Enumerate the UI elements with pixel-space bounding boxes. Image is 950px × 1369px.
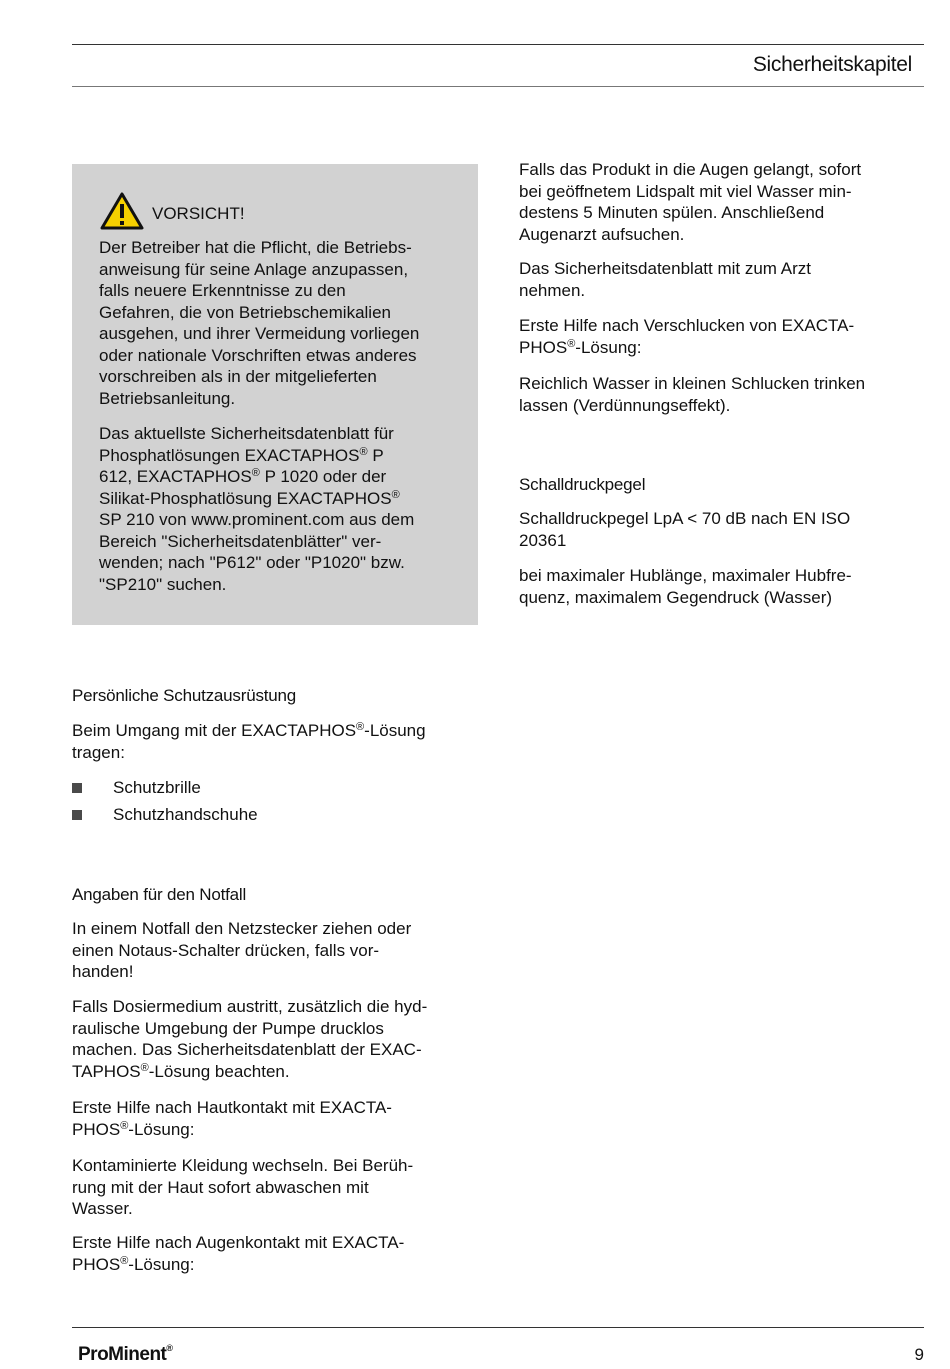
ppe-item-label: Schutzbrille xyxy=(113,778,201,797)
ppe-intro xyxy=(72,720,482,763)
registered-mark: ® xyxy=(391,488,400,501)
emergency-p5-part-a: Erste Hilfe nach Augenkontakt mit EXACTA- PHOS xyxy=(72,1233,405,1274)
emergency-p3-part-b: -Lösung: xyxy=(128,1119,195,1139)
emergency-p5-part-b: -Lösung: xyxy=(128,1254,195,1274)
sound-pressure-conditions: bei maximaler Hublänge, maximaler Hubfre- quenz, maximalem Gegendruck (Wasser) xyxy=(519,566,852,607)
registered-mark: ® xyxy=(567,337,576,350)
swallowing-first-aid xyxy=(519,315,924,358)
caution-box xyxy=(72,164,478,625)
emergency-p2-part-b: -Lösung beachten. xyxy=(148,1061,290,1081)
eye-contact-instructions: Falls das Produkt in die Augen gelangt, sofort bei geöffnetem Lidspalt mit viel Wasser min- destens 5 Minuten spülen. Anschließend Augenarzt aufsuchen. xyxy=(519,160,862,244)
emergency-paragraph-1: In einem Notfall den Netzstecker ziehen oder einen Notaus-Schalter drücken, falls vor- handen! xyxy=(72,919,412,981)
caution-paragraph-1: Der Betreiber hat die Pflicht, die Betriebs- anweisung für seine Anlage anzupassen, falls neuere Erkenntnisse zu den Gefahren, die von Betriebschemikalien ausgehen, und ihrer Vermeidung vorliegen oder nationale Vorschriften etwas anderes vorschreiben als in der mitgelieferten Betriebsanleitung. xyxy=(99,238,420,408)
logo-registered-mark: ® xyxy=(166,1343,173,1353)
ppe-list-item xyxy=(72,805,258,825)
ppe-heading: Persönliche Schutzausrüstung xyxy=(72,686,297,705)
emergency-p2-part-a: Falls Dosiermedium austritt, zusätzlich die hyd- raulische Umgebung der Pumpe drucklos machen. Das Sicherheitsdatenblatt der EXAC- TAPHOS xyxy=(72,997,428,1081)
emergency-paragraph-2 xyxy=(72,996,482,1082)
registered-mark: ® xyxy=(140,1061,149,1074)
datasheet-to-doctor: Das Sicherheitsdatenblatt mit zum Arzt nehmen. xyxy=(519,259,811,300)
bullet-square-icon xyxy=(72,810,82,820)
caution-paragraph-2 xyxy=(99,423,471,595)
ppe-intro-part-b: -Lösung tragen: xyxy=(72,721,426,762)
registered-mark: ® xyxy=(359,445,368,458)
swallowing-part-a: Erste Hilfe nach Verschlucken von EXACTA- PHOS xyxy=(519,316,855,357)
caution-header xyxy=(100,192,245,230)
swallowing-part-b: -Lösung: xyxy=(575,337,642,357)
page-number: 9 xyxy=(914,1345,924,1364)
prominent-logo xyxy=(78,1343,173,1366)
header-bottom-rule xyxy=(72,86,924,87)
header-top-rule xyxy=(72,44,924,45)
emergency-heading: Angaben für den Notfall xyxy=(72,885,247,904)
sound-pressure-value: Schalldruckpegel LpA < 70 dB nach EN ISO 20361 xyxy=(519,509,851,550)
emergency-paragraph-5 xyxy=(72,1232,482,1275)
registered-mark: ® xyxy=(356,721,365,733)
emergency-paragraph-3 xyxy=(72,1097,482,1140)
ppe-intro-part-a: Beim Umgang mit der EXACTAPHOS xyxy=(72,721,357,740)
logo-text: ProMinent xyxy=(78,1344,167,1365)
footer-rule xyxy=(72,1327,924,1328)
caution-p2-part-a: Das aktuellste Sicherheitsdatenblatt für Phosphatlösungen EXACTAPHOS xyxy=(99,424,394,465)
swallowing-instructions: Reichlich Wasser in kleinen Schlucken trinken lassen (Verdünnungseffekt). xyxy=(519,374,866,415)
registered-mark: ® xyxy=(120,1119,129,1132)
caution-p2-part-b: P 612, EXACTAPHOS xyxy=(99,445,384,486)
sound-pressure-heading: Schalldruckpegel xyxy=(519,475,646,494)
caution-text xyxy=(99,237,471,609)
warning-triangle-icon xyxy=(100,192,144,230)
registered-mark: ® xyxy=(251,467,260,479)
caution-p2-part-c: P 1020 oder der Silikat-Phosphatlösung EXACTAPHOS xyxy=(99,467,392,508)
ppe-list-item xyxy=(72,778,201,798)
caution-p2-part-d: SP 210 von www.prominent.com aus dem Bereich "Sicherheitsdatenblätter" ver- wenden; nach "P612" oder "P1020" bzw. "SP210" suchen. xyxy=(99,510,415,594)
caution-label: VORSICHT! xyxy=(152,204,245,223)
emergency-paragraph-4: Kontaminierte Kleidung wechseln. Bei Berüh- rung mit der Haut sofort abwaschen mit Wasser. xyxy=(72,1156,414,1218)
registered-mark: ® xyxy=(120,1254,129,1267)
chapter-title: Sicherheitskapitel xyxy=(752,53,912,76)
bullet-square-icon xyxy=(72,783,82,793)
ppe-item-label: Schutzhandschuhe xyxy=(113,805,258,824)
emergency-p3-part-a: Erste Hilfe nach Hautkontakt mit EXACTA- PHOS xyxy=(72,1098,392,1139)
